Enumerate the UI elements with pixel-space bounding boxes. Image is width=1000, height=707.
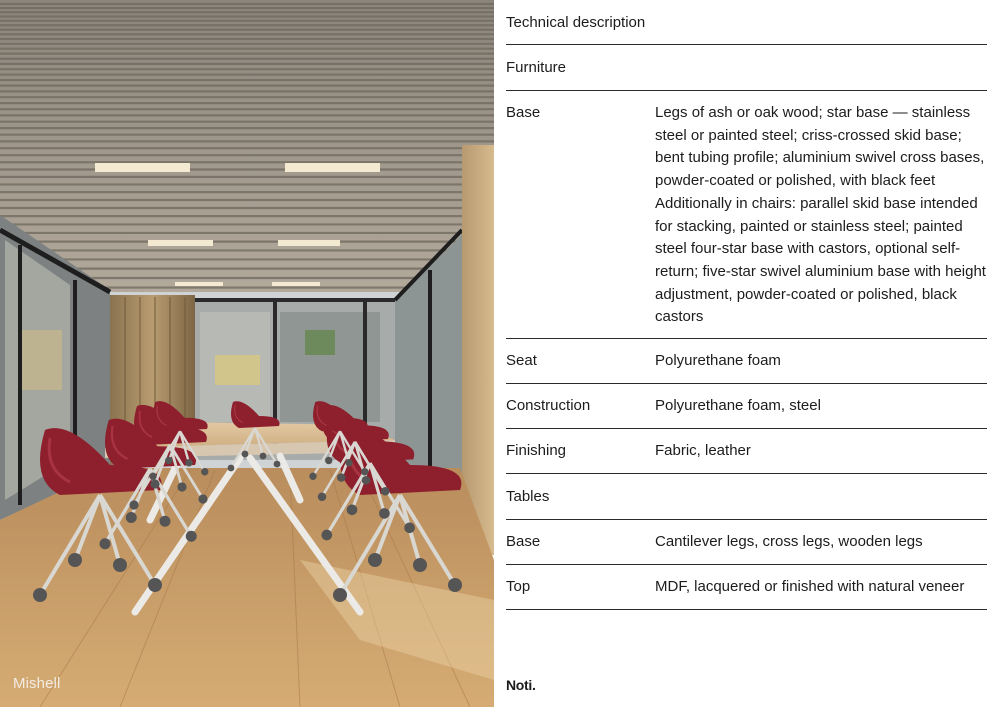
row-value: MDF, lacquered or finished with natural veneer <box>655 578 965 595</box>
row-label: Construction <box>506 397 591 414</box>
row-construction <box>506 384 987 429</box>
row-label: Finishing <box>506 442 567 459</box>
table-title: Technical description <box>506 0 987 45</box>
row-tables-base <box>506 520 987 565</box>
row-value: Polyurethane foam, steel <box>655 397 821 414</box>
row-value: Legs of ash or oak wood; star base — stainless steel or painted steel; criss-crossed skid base; bent tubing profile; aluminium swivel cross bases, powder-coated or polished, with black feet Additionally in chairs: parallel skid base intended for stacking, painted or stainless steel; painted steel four-star base with castors, optional self-return; five-star swivel aluminium base with height adjustment, powder-coated or polished, black castors <box>655 104 986 326</box>
product-photo <box>0 0 494 707</box>
row-label: Base <box>506 533 541 550</box>
row-label: Tables <box>506 488 550 505</box>
row-seat <box>506 339 987 384</box>
section-furniture <box>506 45 987 91</box>
row-label: Top <box>506 578 531 595</box>
section-tables <box>506 474 987 520</box>
technical-description-table <box>506 0 987 610</box>
row-value: Fabric, leather <box>655 442 751 459</box>
row-value: Cantilever legs, cross legs, wooden legs <box>655 533 923 550</box>
row-value: Polyurethane foam <box>655 352 781 369</box>
photo-caption: Mishell <box>13 675 61 692</box>
row-top <box>506 565 987 610</box>
brand-logo: Noti. <box>506 677 536 693</box>
row-label: Seat <box>506 352 537 369</box>
row-label: Furniture <box>506 59 567 76</box>
row-furniture-base <box>506 91 987 339</box>
meeting-room-illustration <box>0 0 494 707</box>
row-label: Base <box>506 104 541 121</box>
row-finishing <box>506 429 987 474</box>
